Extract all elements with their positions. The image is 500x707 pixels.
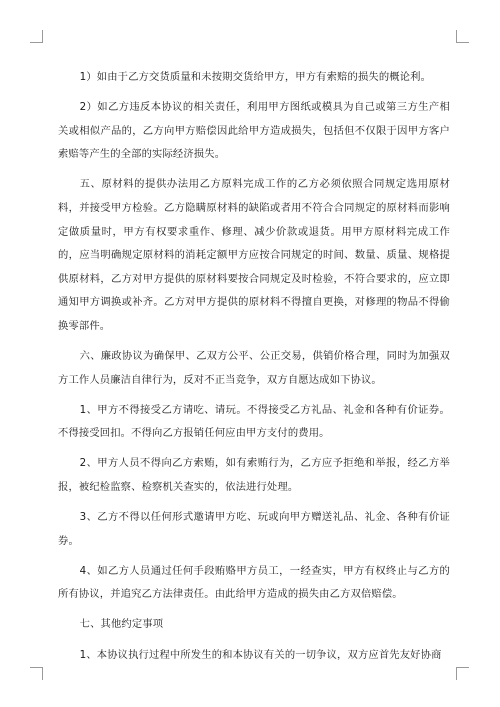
paragraph-integrity-item-3: 3、乙方不得以任何形式邀请甲方吃、玩或向甲方赠送礼品、礼金、各种有价证券。 [58,511,450,547]
paragraph-integrity-item-2: 2、甲方人员不得向乙方索贿，如有索贿行为，乙方应予拒绝和举报，经乙方举报，被纪检监察、检察机关查实的，依法进行处理。 [58,457,450,493]
paragraph-integrity-item-4: 4、如乙方人员通过任何手段贿赂甲方员工，一经查实，甲方有权终止与乙方的所有协议，并追究乙方法律责任。由此给甲方造成的损失由乙方双倍赔偿。 [58,564,450,601]
section-heading-other-terms: 七、其他约定事项 [79,618,164,631]
paragraph-quality-claim: 1）如由于乙方交货质量和未按期交货给甲方，甲方有索赔的损失的概论利。 [79,71,432,83]
crop-mark-top-right [456,30,469,43]
crop-mark-top-left [30,30,43,43]
paragraph-materials: 五、原材料的提供办法用乙方原料完成工作的乙方必须依照合同规定选用原材料，并接受甲方检验。乙方隐瞒原材料的缺陷或者用不符合合同规定的原材料而影响定做质量时，甲方有权要求重作、修理、减少价款或退货。用甲方原材料完成工作的，应当明确规定原材料的消耗定额甲方应按合同规定的时间、数量、质量、规格提供原材料，乙方对甲方提供的原材料要按合同规定及时检验，不符合要求的，应立即通知甲方调换或补齐。乙方对甲方提供的原材料不得擅自更换，对修理的物品不得偷换零部件。 [58,178,450,332]
crop-mark-bottom-left [30,667,43,680]
crop-mark-bottom-right [456,667,469,680]
document-body [58,66,450,667]
paragraph-integrity-item-1: 1、甲方不得接受乙方请吃、请玩。不得接受乙方礼品、礼金和各种有价证券。不得接受回扣。不得向乙方报销任何应由甲方支付的费用。 [58,403,450,440]
paragraph-integrity-agreement: 六、廉政协议为确保甲、乙双方公平、公正交易，供销价格合理，同时为加强双方工作人员廉洁自律行为，反对不正当竞争，双方自愿达成如下协议。 [58,350,450,386]
paragraph-drawing-liability: 2）如乙方违反本协议的相关责任，利用甲方图纸或模具为自己或第三方生产相关或相似产品的，乙方向甲方赔偿因此给甲方造成损失，包括但不仅限于因甲方客户索赔等产生的全部的实际经济损失。 [58,101,450,161]
paragraph-dispute-resolution: 1、本协议执行过程中所发生的和本协议有关的一切争议，双方应首先友好协商 [79,648,442,661]
